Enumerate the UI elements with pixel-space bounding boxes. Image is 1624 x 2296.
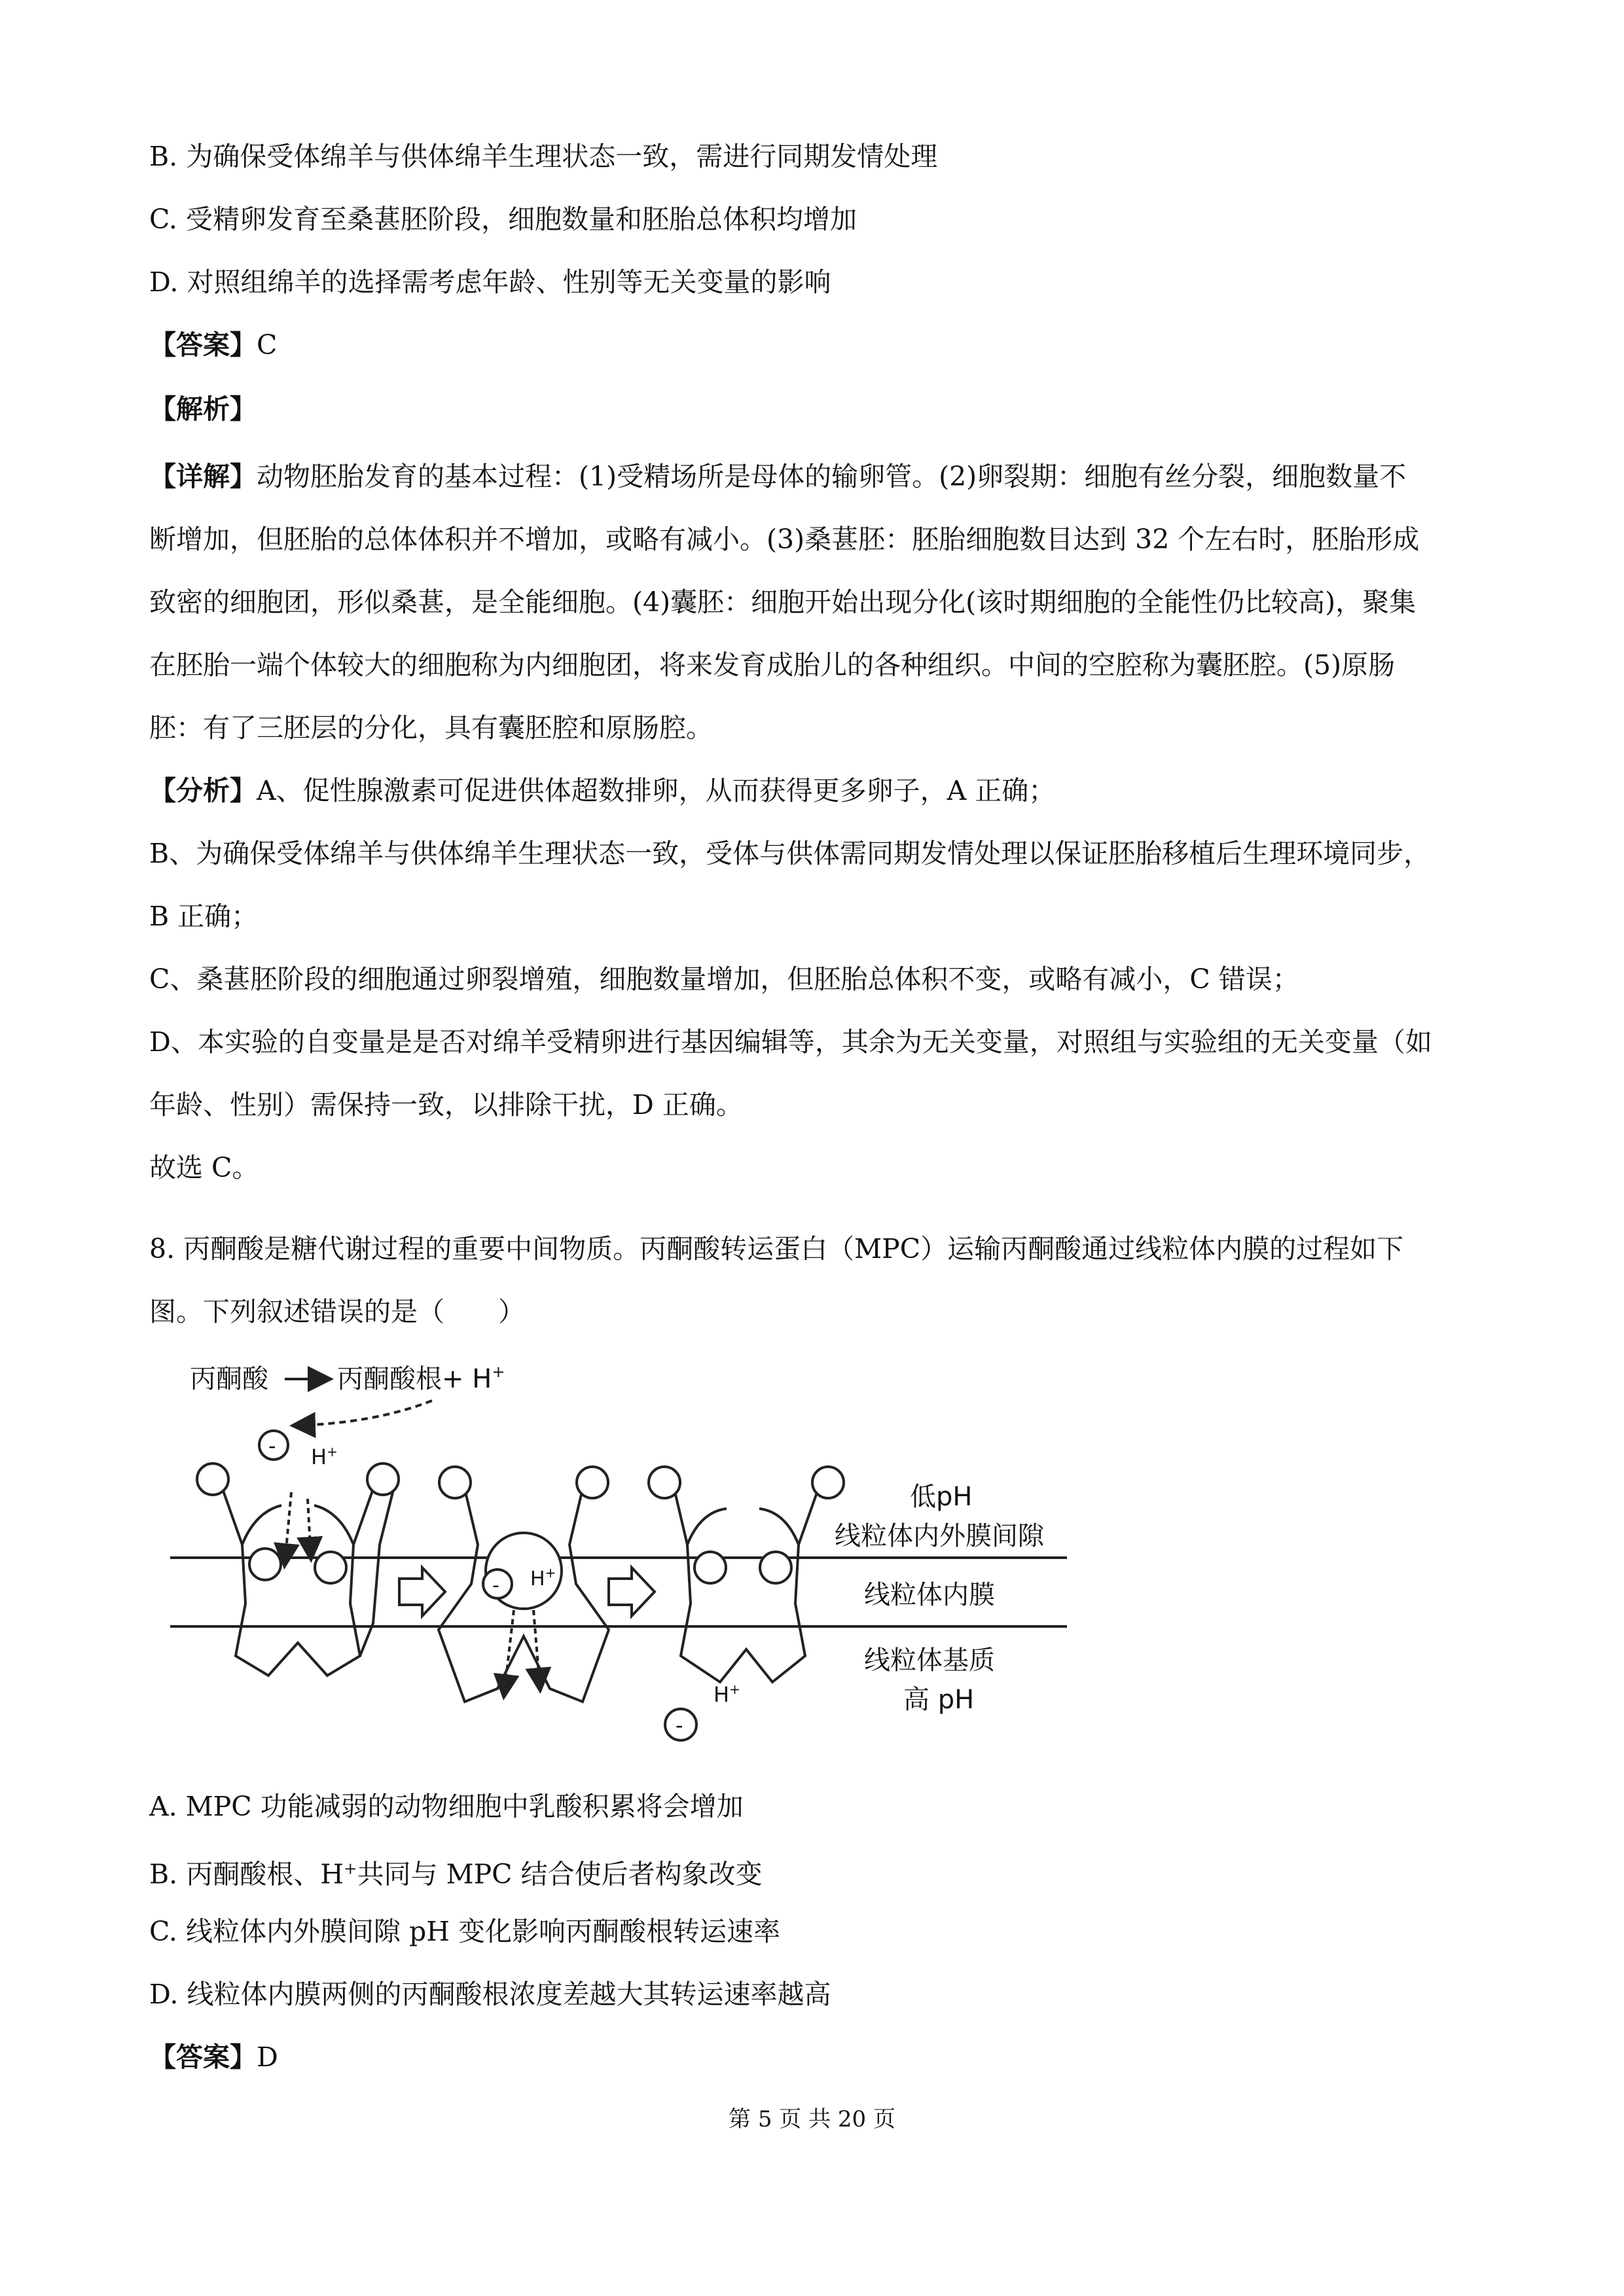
- analysis-line-1-text: A、促性腺激素可促进供体超数排卵，从而获得更多卵子，A 正确；: [257, 775, 1056, 806]
- q8-answer: [149, 2041, 278, 2073]
- h-ion-top-h: H: [311, 1444, 327, 1469]
- svg-text:-: -: [492, 1574, 499, 1597]
- q8-option-a: A. MPC 功能减弱的动物细胞中乳酸积累将会增加: [149, 1791, 744, 1822]
- q8-option-d: D. 线粒体内膜两侧的丙酮酸根浓度差越大其转运速率越高: [149, 1979, 831, 2010]
- analysis-line-5: D、本实验的自变量是是否对绵羊受精卵进行基因编辑等，其余为无关变量，对照组与实验组的无关变量（如: [149, 1026, 1432, 1058]
- answer-value: C: [257, 329, 278, 361]
- label-pyruvate-ion: [337, 1363, 505, 1394]
- detail-label: 【详解】: [149, 461, 257, 492]
- pyruvate-text: 丙酮酸根+ H: [337, 1364, 492, 1394]
- svg-text:H+: H+: [530, 1565, 556, 1590]
- analysis2-label: 【分析】: [149, 775, 257, 806]
- q8-option-c: C. 线粒体内外膜间隙 pH 变化影响丙酮酸根转运速率: [149, 1916, 781, 1947]
- answer-label: 【答案】: [149, 329, 257, 361]
- q7-option-d: D. 对照组绵羊的选择需考虑年龄、性别等无关变量的影响: [149, 266, 831, 298]
- detail-line-4: 在胚胎一端个体较大的细胞称为内细胞团，将来发育成胎儿的各种组织。中间的空腔称为囊胚腔。(5)原肠: [149, 649, 1396, 681]
- q7-option-b: B. 为确保受体绵羊与供体绵羊生理状态一致，需进行同期发情处理: [149, 141, 938, 172]
- q8-option-b-post: 共同与 MPC 结合使后者构象改变: [357, 1858, 763, 1890]
- analysis-line-3: B 正确；: [149, 901, 259, 932]
- label-intermembrane-space: 线粒体内外膜间隙: [835, 1521, 1044, 1551]
- h-ion-top: [311, 1444, 338, 1469]
- analysis-line-6: 年龄、性别）需保持一致，以排除干扰，D 正确。: [149, 1089, 743, 1121]
- q7-analysis-paragraph: [149, 759, 1479, 1199]
- analysis-line-2: B、为确保受体绵羊与供体绵羊生理状态一致，受体与供体需同期发情处理以保证胚胎移植后生理环境同步，: [149, 838, 1431, 869]
- q8-option-b-sup: +: [343, 1859, 357, 1878]
- released-pyruvate-minus: -: [676, 1713, 683, 1738]
- q8-option-b-pre: B. 丙酮酸根、H: [149, 1858, 344, 1890]
- label-pyruvic-acid: 丙酮酸: [190, 1364, 268, 1394]
- detail-line-2: 断增加，但胚胎的总体体积并不增加，或略有减小。(3)桑葚胚：胚胎细胞数目达到 32 个左右时，胚胎形成: [149, 524, 1420, 555]
- mpc-protein-state-3: [649, 1467, 844, 1682]
- label-matrix: 线粒体基质: [864, 1645, 995, 1676]
- label-high-ph: 高 pH: [903, 1685, 975, 1715]
- transition-arrow-1: [399, 1568, 445, 1616]
- q8-answer-label: 【答案】: [149, 2041, 257, 2073]
- pyruvate-ion-minus: -: [268, 1433, 276, 1458]
- h-ion-bottom: [713, 1681, 740, 1707]
- analysis-line-1: [149, 759, 1479, 822]
- detail-line-5: 胚：有了三胚层的分化，具有囊胚腔和原肠腔。: [149, 712, 713, 744]
- q8-stem-line-1: 8. 丙酮酸是糖代谢过程的重要中间物质。丙酮酸转运蛋白（MPC）运输丙酮酸通过线粒体内膜的过程如下: [149, 1233, 1404, 1265]
- mpc-transport-diagram: [157, 1348, 1106, 1748]
- page-footer: 第 5 页 共 20 页: [729, 2106, 895, 2132]
- detail-line-1: [149, 445, 1479, 508]
- h-ion-top-plus: +: [327, 1444, 338, 1460]
- q7-analysis-label: [149, 393, 257, 425]
- label-low-ph: 低pH: [910, 1482, 973, 1512]
- detail-line-3: 致密的细胞团，形似桑葚，是全能细胞。(4)囊胚：细胞开始出现分化(该时期细胞的全能性仍比较高)，聚集: [149, 586, 1416, 618]
- analysis-line-7: 故选 C。: [149, 1152, 259, 1183]
- q8-option-b: [149, 1852, 763, 1891]
- mpc-protein-state-1: [197, 1463, 399, 1676]
- transition-arrow-2: [609, 1568, 655, 1616]
- mpc-protein-state-2: [439, 1467, 609, 1702]
- q7-option-c: C. 受精卵发育至桑葚胚阶段，细胞数量和胚胎总体积均增加: [149, 204, 857, 235]
- q7-answer: [149, 329, 277, 361]
- analysis-line-4: C、桑葚胚阶段的细胞通过卵裂增殖，细胞数量增加，但胚胎总体积不变，或略有减小，C 错误；: [149, 963, 1299, 995]
- q7-detail-paragraph: [149, 445, 1479, 759]
- label-inner-membrane: 线粒体内膜: [864, 1580, 995, 1610]
- analysis-label: 【解析】: [149, 393, 257, 425]
- pyruvate-plus: +: [492, 1363, 505, 1381]
- h-ion-bottom-h: H: [713, 1682, 730, 1707]
- detail-line-1-text: 动物胚胎发育的基本过程：(1)受精场所是母体的输卵管。(2)卵裂期：细胞有丝分裂，细胞数量不: [257, 461, 1407, 492]
- pyruvate-dashed-arrow: [295, 1401, 432, 1426]
- h-ion-bottom-plus: +: [729, 1681, 740, 1697]
- q8-answer-value: D: [257, 2041, 278, 2073]
- q8-stem-line-2: 图。下列叙述错误的是（ ）: [149, 1296, 525, 1327]
- q8-stem: [149, 1217, 1479, 1343]
